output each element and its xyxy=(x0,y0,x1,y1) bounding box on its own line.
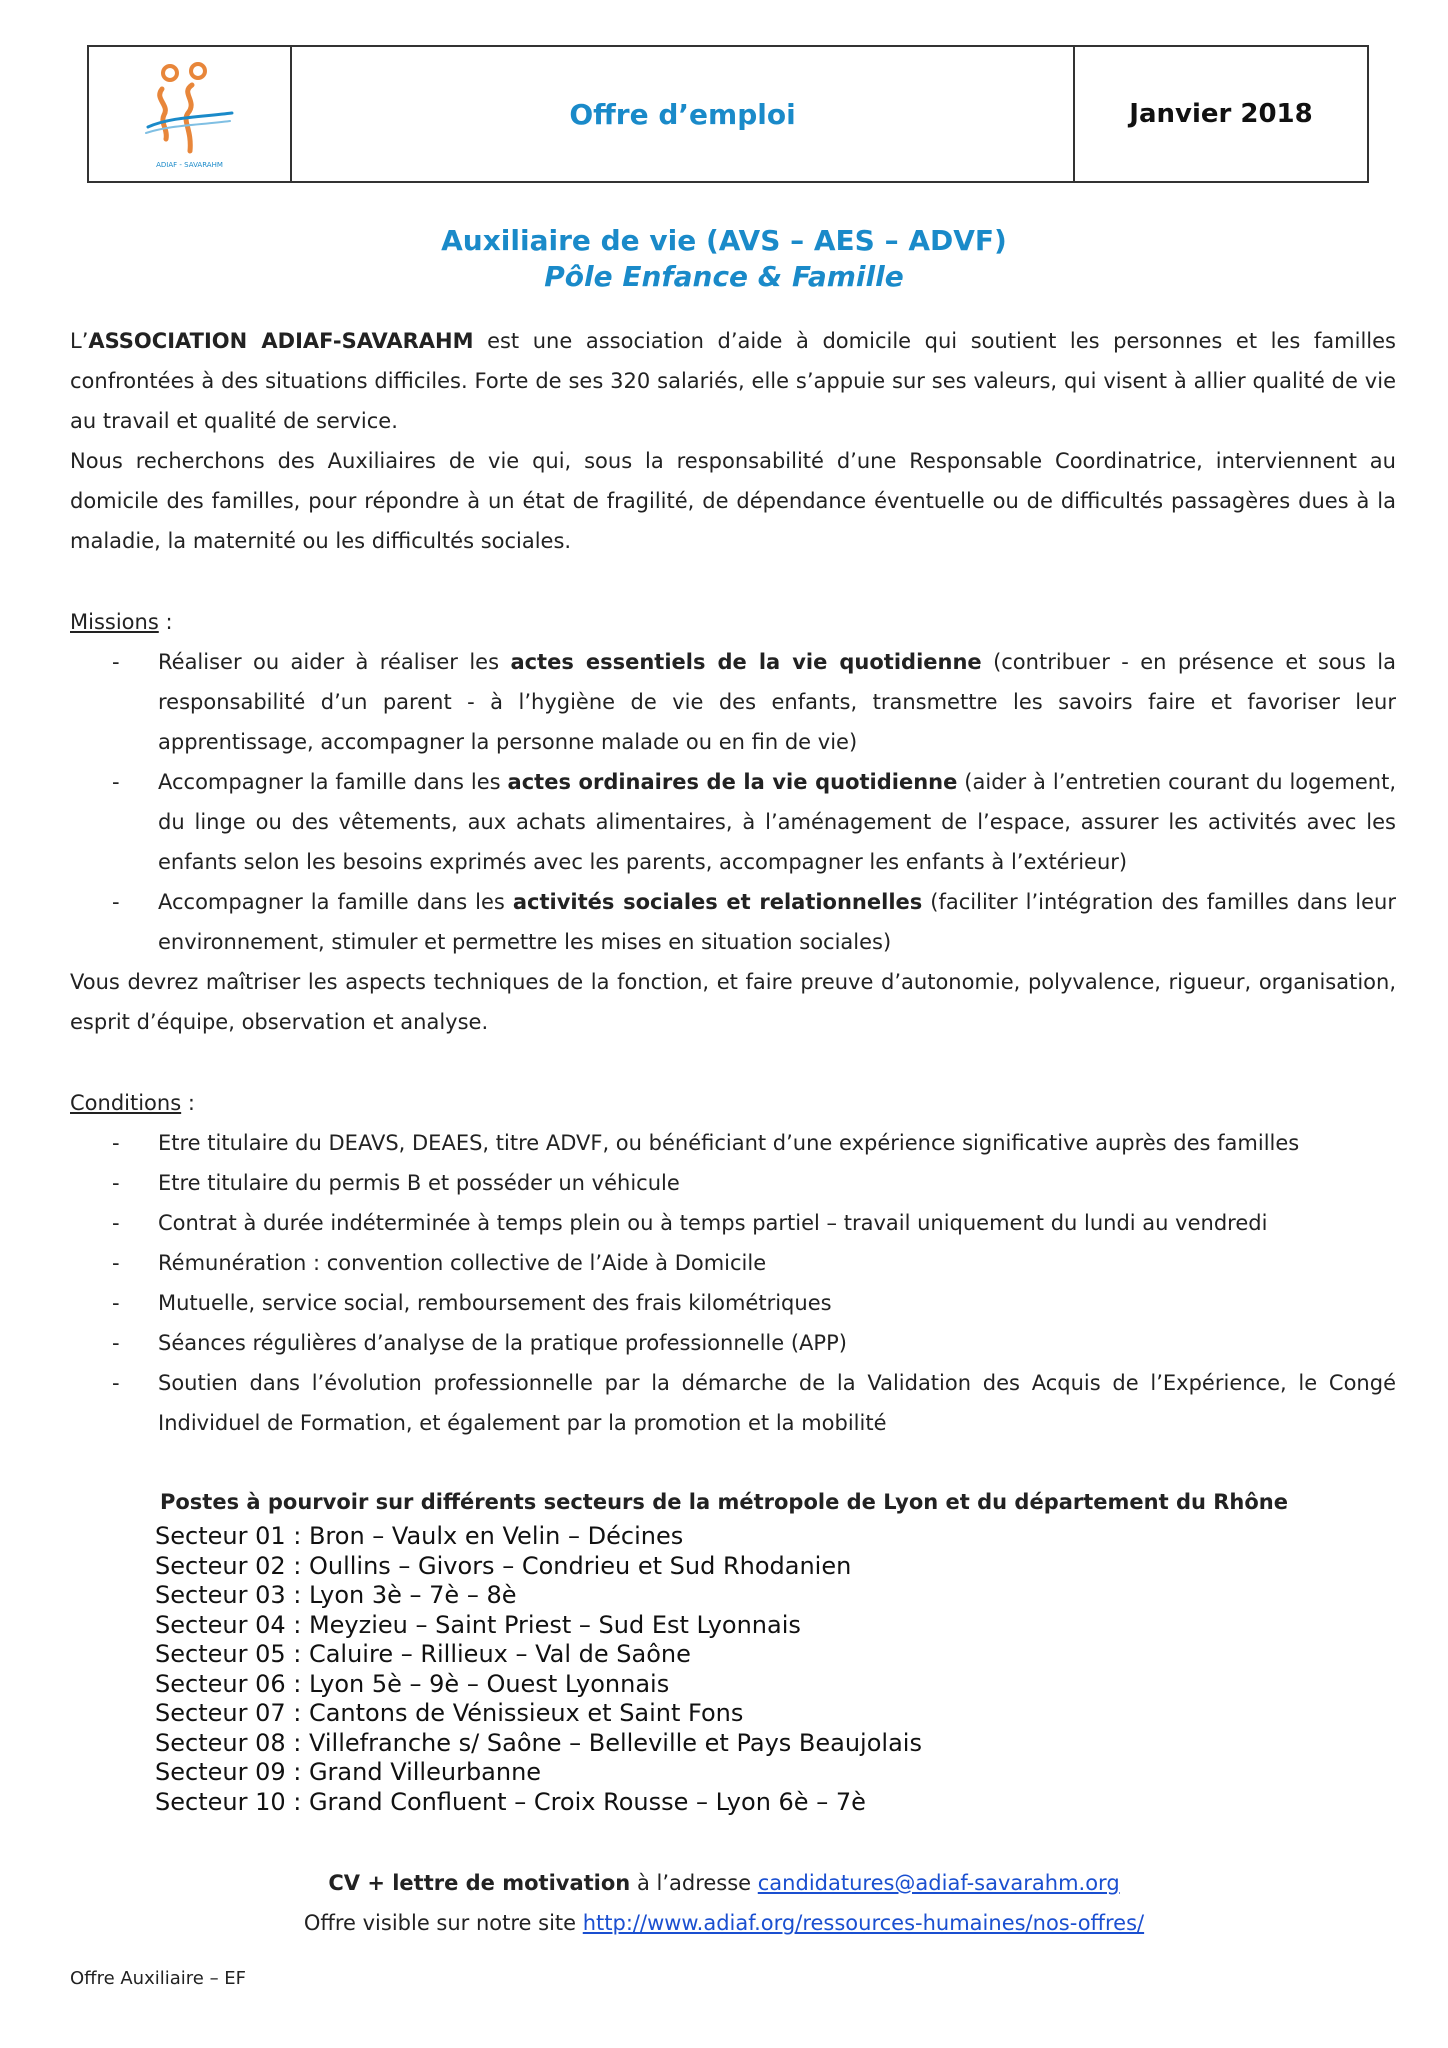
list-item: - Accompagner la famille dans les activités sociales et relationnelles (faciliter l’intégration des familles dans leur environnement, stimuler et permettre les mises en situation sociales) xyxy=(112,890,1396,954)
association-name: ASSOCIATION ADIAF-SAVARAHM xyxy=(88,329,474,353)
sector-item: Secteur 05 : Caluire – Rillieux – Val de Saône xyxy=(155,1640,691,1668)
sector-item: Secteur 04 : Meyzieu – Saint Priest – Sud Est Lyonnais xyxy=(155,1610,801,1639)
sector-item: Secteur 06 : Lyon 5è – 9è – Ouest Lyonnais xyxy=(155,1669,670,1698)
sectors-list xyxy=(155,1522,922,1817)
postes-heading: Postes à pourvoir sur différents secteurs de la métropole de Lyon et du département du Rhône xyxy=(159,1490,1289,1514)
list-item: - Mutuelle, service social, remboursement des frais kilométriques xyxy=(112,1291,832,1315)
logo xyxy=(140,59,240,169)
site-line: Offre visible sur notre site http://www.adiaf.org/ressources-humaines/nos-offres/ xyxy=(303,1911,1145,1935)
page-footer: Offre Auxiliaire – EF xyxy=(70,1968,247,1989)
cv-line: CV + lettre de motivation à l’adresse candidatures@adiaf-savarahm.org xyxy=(328,1871,1120,1895)
list-item: - Etre titulaire du permis B et posséder un véhicule xyxy=(112,1171,680,1195)
missions-closing: Vous devrez maîtriser les aspects techniques de la fonction, et faire preuve d’autonomie, polyvalence, rigueur, organisation, esprit d’équipe, observation et analyse. xyxy=(70,970,1396,1034)
sector-item: Secteur 10 : Grand Confluent – Croix Rousse – Lyon 6è – 7è xyxy=(155,1787,866,1816)
intro-paragraph-2: Nous recherchons des Auxiliaires de vie qui, sous la responsabilité d’une Responsable Coordinatrice, interviennent au domicile des familles, pour répondre à un état de fragilité, de dépendance éventuelle ou de difficultés passagères dues à la maladie, la maternité ou les difficultés sociales. xyxy=(70,449,1396,553)
intro-paragraph-1: L’ASSOCIATION ADIAF-SAVARAHM est une association d’aide à domicile qui soutient les personnes et les familles confrontées à des situations difficiles. Forte de ses 320 salariés, elle s’appuie sur ses valeurs, qui visent à allier qualité de vie au travail et qualité de service. xyxy=(70,329,1396,433)
sector-item: Secteur 03 : Lyon 3è – 7è – 8è xyxy=(155,1581,517,1609)
site-link[interactable]: http://www.adiaf.org/ressources-humaines/nos-offres/ xyxy=(582,1911,1145,1935)
sector-item: Secteur 07 : Cantons de Vénissieux et Saint Fons xyxy=(155,1699,744,1727)
list-item: - Rémunération : convention collective de l’Aide à Domicile xyxy=(112,1251,767,1275)
missions-list xyxy=(70,642,1396,962)
list-item: - Accompagner la famille dans les actes ordinaires de la vie quotidienne (aider à l’entretien courant du logement, du linge ou des vêtements, aux achats alimentaires, à l’aménagement de l’espace, assurer les activités avec les enfants selon les besoins exprimés avec les parents, accompagner les enfants à l’extérieur) xyxy=(112,770,1396,874)
adiaf-logo-icon xyxy=(140,59,240,159)
list-item: - Réaliser ou aider à réaliser les actes essentiels de la vie quotidienne (contribuer - en présence et sous la responsabilité d’un parent - à l’hygiène de vie des enfants, transmettre les savoirs faire et favoriser leur apprentissage, accompagner la personne malade ou en fin de vie) xyxy=(112,650,1397,754)
header-table xyxy=(87,45,1369,183)
logo-cell xyxy=(89,47,292,181)
logo-caption: ADIAF - SAVARAHM xyxy=(156,161,223,169)
list-item: - Soutien dans l’évolution professionnelle par la démarche de la Validation des Acquis de l’Expérience, le Congé Individuel de Formation, et également par la promotion et la mobilité xyxy=(112,1371,1396,1435)
conditions-heading: Conditions : xyxy=(70,1091,195,1115)
sector-item: Secteur 08 : Villefranche s/ Saône – Belleville et Pays Beaujolais xyxy=(155,1728,922,1757)
sector-item: Secteur 02 : Oullins – Givors – Condrieu et Sud Rhodanien xyxy=(155,1551,852,1580)
job-subtitle: Pôle Enfance & Famille xyxy=(544,260,904,293)
offer-date: Janvier 2018 xyxy=(1129,99,1313,129)
list-item: - Etre titulaire du DEAVS, DEAES, titre ADVF, ou bénéficiant d’une expérience significative auprès des familles xyxy=(112,1131,1300,1155)
conditions-list xyxy=(70,1123,1396,1443)
offer-label: Offre d’emploi xyxy=(292,47,1075,181)
list-item: - Contrat à durée indéterminée à temps plein ou à temps partiel – travail uniquement du lundi au vendredi xyxy=(112,1211,1268,1235)
list-item: - Séances régulières d’analyse de la pratique professionnelle (APP) xyxy=(112,1331,847,1355)
sector-item: Secteur 09 : Grand Villeurbanne xyxy=(155,1758,542,1786)
email-link[interactable]: candidatures@adiaf-savarahm.org xyxy=(757,1871,1120,1895)
sector-item: Secteur 01 : Bron – Vaulx en Velin – Décines xyxy=(155,1522,684,1550)
missions-heading: Missions : xyxy=(70,610,173,634)
job-title: Auxiliaire de vie (AVS – AES – ADVF) xyxy=(441,224,1007,257)
